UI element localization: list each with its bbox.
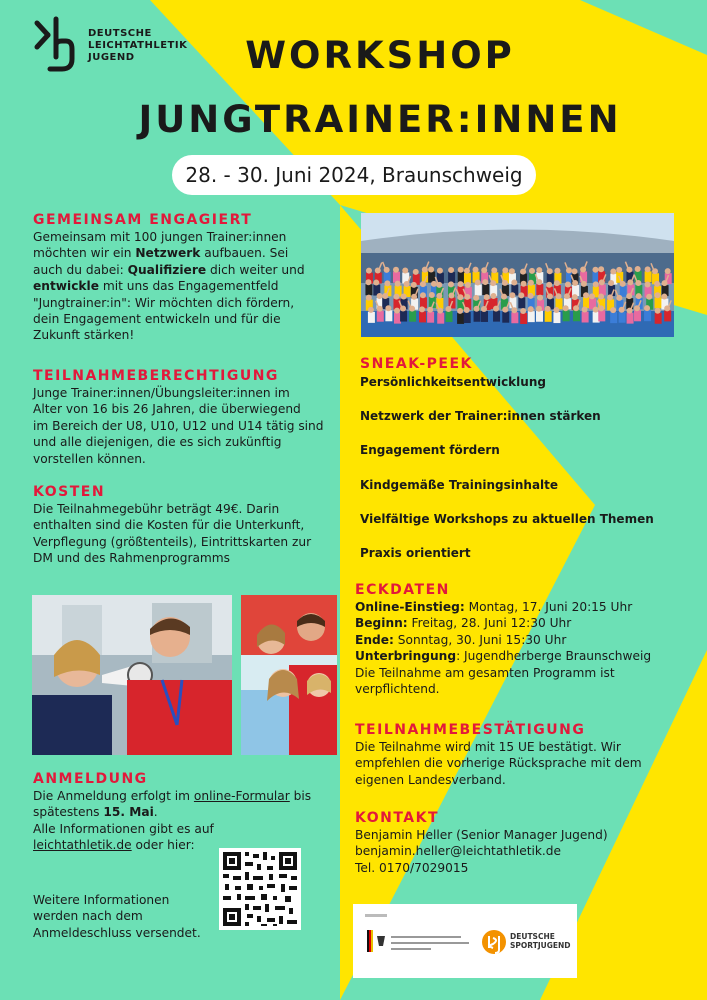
- text: .: [153, 805, 158, 820]
- paragraph-line: vorstellen können.: [33, 451, 146, 466]
- text: Die Anmeldung erfolgt im: [33, 789, 194, 803]
- section-heading: ECKDATEN: [355, 582, 450, 598]
- text: oder hier:: [131, 838, 195, 853]
- paragraph-line: dein Engagement entwickeln und für die: [33, 312, 281, 327]
- photo-group-stadium: [361, 213, 674, 337]
- note-line: werden nach dem: [33, 909, 143, 924]
- section-heading: GEMEINSAM ENGAGIERT: [33, 212, 253, 228]
- dsj-wordmark: [510, 932, 571, 950]
- paragraph-line: "Jungtrainer:in": Wir möchten dich fördern,: [33, 295, 295, 310]
- sneak-item: Vielfältige Workshops zu aktuellen Themen: [360, 512, 654, 526]
- section-heading: ANMELDUNG: [33, 771, 148, 787]
- leichtathletik-link[interactable]: leichtathletik.de: [33, 838, 132, 853]
- section-teilnahmeberechtigung: [33, 368, 329, 467]
- paragraph-line: Die Teilnahme wird mit 15 UE bestätigt. Wir: [355, 740, 621, 754]
- row-label: Online-Einstieg:: [355, 600, 465, 614]
- section-anmeldung: [33, 771, 343, 854]
- dsj-line-1: DEUTSCHE: [510, 932, 555, 941]
- section-gemeinsam-engagiert: [33, 212, 329, 344]
- paragraph-line: Verpflegung (größtenteils), Eintrittskarten zur: [33, 534, 312, 549]
- paragraph-line: [33, 262, 329, 278]
- section-teilnahmebestaetigung: [355, 722, 669, 788]
- date-location-badge: 28. - 30. Juni 2024, Braunschweig: [172, 155, 536, 195]
- dsj-logo-icon: [481, 928, 507, 956]
- photo-young-athletes: [241, 595, 337, 755]
- paragraph-line: [33, 804, 343, 820]
- paragraph-line: empfehlen die vorherige Rücksprache mit dem: [355, 756, 642, 771]
- section-eckdaten: [355, 582, 675, 697]
- section-heading: KOSTEN: [33, 484, 106, 500]
- section-heading: TEILNAHMEBESTÄTIGUNG: [355, 722, 586, 738]
- paragraph-line: Alle Informationen gibt es auf: [33, 821, 214, 836]
- row-value: : Jugendherberge Braunschweig: [456, 649, 652, 664]
- row-label: Unterbringung: [355, 649, 457, 664]
- row-value: Freitag, 28. Juni 12:30 Uhr: [407, 616, 572, 631]
- note-line: Weitere Informationen: [33, 893, 170, 907]
- row-label: Ende:: [355, 632, 394, 647]
- deadline-date: 15. Mai: [103, 805, 154, 820]
- note-line: Anmeldeschluss versendet.: [33, 925, 201, 940]
- paragraph-line: verpflichtend.: [355, 682, 440, 697]
- section-sneak-peek: [360, 356, 680, 373]
- row-label: Beginn:: [355, 616, 408, 631]
- section-kontakt: [355, 810, 675, 876]
- paragraph-line: [33, 245, 329, 261]
- logo-line-2: LEICHTATHLETIK: [88, 40, 188, 51]
- photo-trainers-megaphone: [32, 595, 232, 755]
- dlv-jugend-logo-icon: [32, 15, 78, 73]
- paragraph-line: [33, 788, 343, 804]
- emphasis-entwickle: entwickle: [33, 279, 99, 294]
- section-heading: SNEAK-PEEK: [360, 356, 473, 372]
- title-line-2: JUNGTRAINER:INNEN: [138, 98, 622, 141]
- text: mit uns das Engagementfeld: [98, 279, 279, 294]
- federal-ministry-logo: [363, 912, 475, 970]
- sneak-item: Netzwerk der Trainer:innen stärken: [360, 409, 601, 423]
- paragraph-line: enthalten sind die Kosten für die Unterkunft,: [33, 518, 305, 533]
- eckdaten-row: [355, 648, 675, 664]
- logo-line-3: JUGEND: [88, 52, 135, 63]
- row-value: Montag, 17. Juni 20:15 Uhr: [464, 600, 633, 614]
- eckdaten-row: [355, 599, 675, 615]
- qr-code[interactable]: [219, 848, 301, 930]
- section-kosten: [33, 484, 329, 567]
- online-formular-link[interactable]: online-Formular: [193, 789, 290, 803]
- section-heading: KONTAKT: [355, 810, 440, 826]
- paragraph-line: Junge Trainer:innen/Übungsleiter:innen im: [33, 386, 290, 400]
- text: bis: [289, 789, 312, 803]
- sponsor-logos: [353, 904, 577, 978]
- row-value: Sonntag, 30. Juni 15:30 Uhr: [393, 632, 567, 647]
- title-line-1: WORKSHOP: [245, 34, 515, 77]
- sneak-item: Persönlichkeitsentwicklung: [360, 375, 546, 389]
- paragraph-line: DM und des Rahmenprogramms: [33, 551, 231, 566]
- emphasis-netzwerk: Netzwerk: [135, 246, 201, 261]
- text: auch du dabei:: [33, 262, 128, 277]
- contact-email[interactable]: benjamin.heller@leichtathletik.de: [355, 844, 562, 859]
- paragraph-line: Zukunft stärken!: [33, 328, 135, 343]
- dsj-line-2: SPORTJUGEND: [510, 941, 571, 950]
- paragraph-line: eigenen Landesverband.: [355, 772, 506, 787]
- paragraph-line: und alle diejenigen, die es sich zukünftig: [33, 435, 282, 450]
- paragraph-line: Die Teilnahmegebühr beträgt 49€. Darin: [33, 502, 280, 516]
- emphasis-qualifiziere: Qualifiziere: [127, 262, 207, 277]
- eckdaten-row: [355, 615, 675, 631]
- eckdaten-row: [355, 632, 675, 648]
- paragraph-line: Die Teilnahme am gesamten Programm ist: [355, 665, 615, 680]
- anmeldung-note: [33, 892, 233, 941]
- sneak-item: Kindgemäße Trainingsinhalte: [360, 478, 559, 492]
- sneak-item: Praxis orientiert: [360, 546, 471, 560]
- paragraph-line: Gemeinsam mit 100 jungen Trainer:innen: [33, 230, 287, 244]
- text: aufbauen. Sei: [200, 246, 289, 261]
- sneak-item: Engagement fördern: [360, 443, 500, 457]
- text: dich weiter und: [206, 262, 305, 277]
- text: möchten wir ein: [33, 246, 136, 261]
- section-heading: TEILNAHMEBERECHTIGUNG: [33, 368, 279, 384]
- logo-line-1: DEUTSCHE: [88, 28, 152, 39]
- text: spätestens: [33, 805, 104, 820]
- paragraph-line: Alter von 16 bis 26 Jahren, die überwiegend: [33, 402, 301, 417]
- page-title: [80, 30, 680, 146]
- contact-phone: Tel. 0170/7029015: [355, 860, 469, 875]
- paragraph-line: [33, 278, 329, 294]
- paragraph-line: im Bereich der U8, U10, U12 und U14 tätig sind: [33, 418, 324, 433]
- contact-name: Benjamin Heller (Senior Manager Jugend): [355, 828, 608, 842]
